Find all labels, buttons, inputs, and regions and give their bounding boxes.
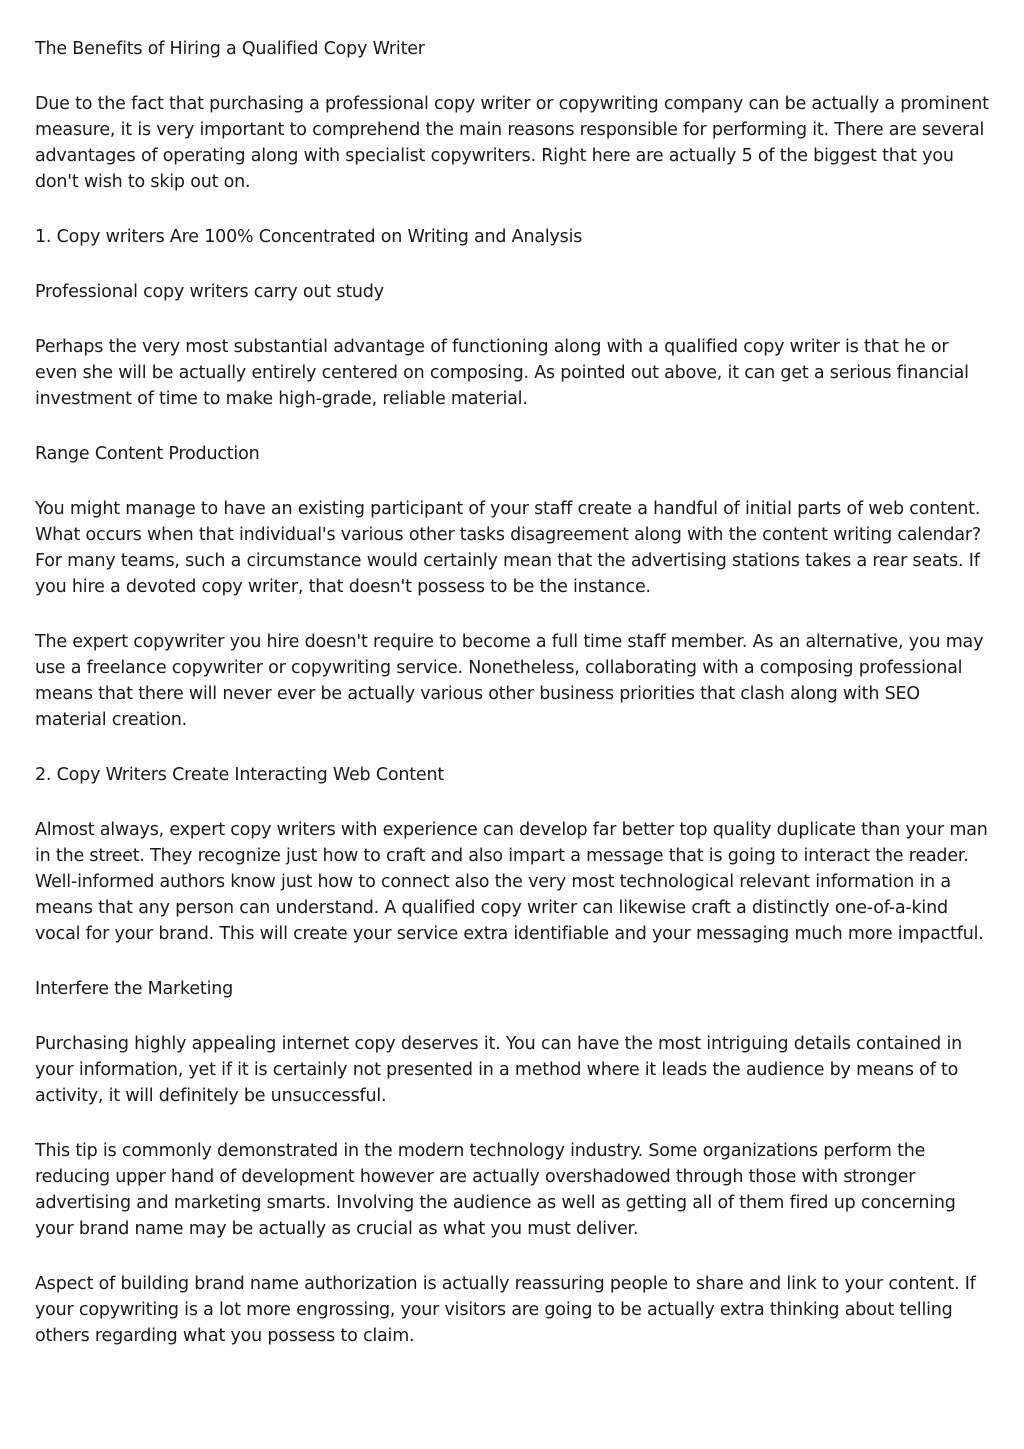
section-heading-1: 1. Copy writers Are 100% Concentrated on Writing and Analysis (35, 227, 583, 247)
paragraph: Purchasing highly appealing internet copy deserves it. You can have the most intriguing details contained in your information, yet if it is certainly not presented in a method where it leads the audience by means of to activity, it will definitely be unsuccessful. (35, 1034, 963, 1106)
paragraph: This tip is commonly demonstrated in the modern technology industry. Some organizations perform the reducing upper hand of development however are actually overshadowed through those with stronger advertising and marketing smarts. Involving the audience as well as getting all of them fired up concerning your brand name may be actually as crucial as what you must deliver. (35, 1141, 956, 1239)
document-body (35, 36, 995, 1378)
paragraph-intro: Due to the fact that purchasing a professional copy writer or copywriting company can be actually a prominent measure, it is very important to comprehend the main reasons responsible for performing it. There are several advantages of operating along with specialist copywriters. Right here are actually 5 of the biggest that you don't wish to skip out on. (35, 94, 989, 192)
subheading-study: Professional copy writers carry out study (35, 282, 384, 302)
section-heading-2: 2. Copy Writers Create Interacting Web Content (35, 765, 445, 785)
subheading-marketing: Interfere the Marketing (35, 979, 234, 999)
paragraph: Aspect of building brand name authorization is actually reassuring people to share and link to your content. If your copywriting is a lot more engrossing, your visitors are going to be actually extra thinking about telling others regarding what you possess to claim. (35, 1274, 976, 1346)
paragraph: You might manage to have an existing participant of your staff create a handful of initial parts of web content. What occurs when that individual's various other tasks disagreement along with the content writing calendar? For many teams, such a circumstance would certainly mean that the advertising stations takes a rear seats. If you hire a devoted copy writer, that doesn't possess to be the instance. (35, 499, 981, 597)
paragraph: Almost always, expert copy writers with experience can develop far better top quality duplicate than your man in the street. They recognize just how to craft and also impart a message that is going to interact the reader. Well-informed authors know just how to connect also the very most technological relevant information in a means that any person can understand. A qualified copy writer can likewise craft a distinctly one-of-a-kind vocal for your brand. This will create your service extra identifiable and your messaging much more impactful. (35, 820, 988, 944)
paragraph: Perhaps the very most substantial advantage of functioning along with a qualified copy writer is that he or even she will be actually entirely centered on composing. As pointed out above, it can get a serious financial investment of time to make high-grade, reliable material. (35, 337, 969, 409)
document-title: The Benefits of Hiring a Qualified Copy Writer (35, 39, 425, 59)
subheading-range: Range Content Production (35, 444, 260, 464)
paragraph: The expert copywriter you hire doesn't require to become a full time staff member. As an alternative, you may use a freelance copywriter or copywriting service. Nonetheless, collaborating with a composing professional means that there will never ever be actually various other business priorities that clash along with SEO material creation. (35, 632, 984, 730)
